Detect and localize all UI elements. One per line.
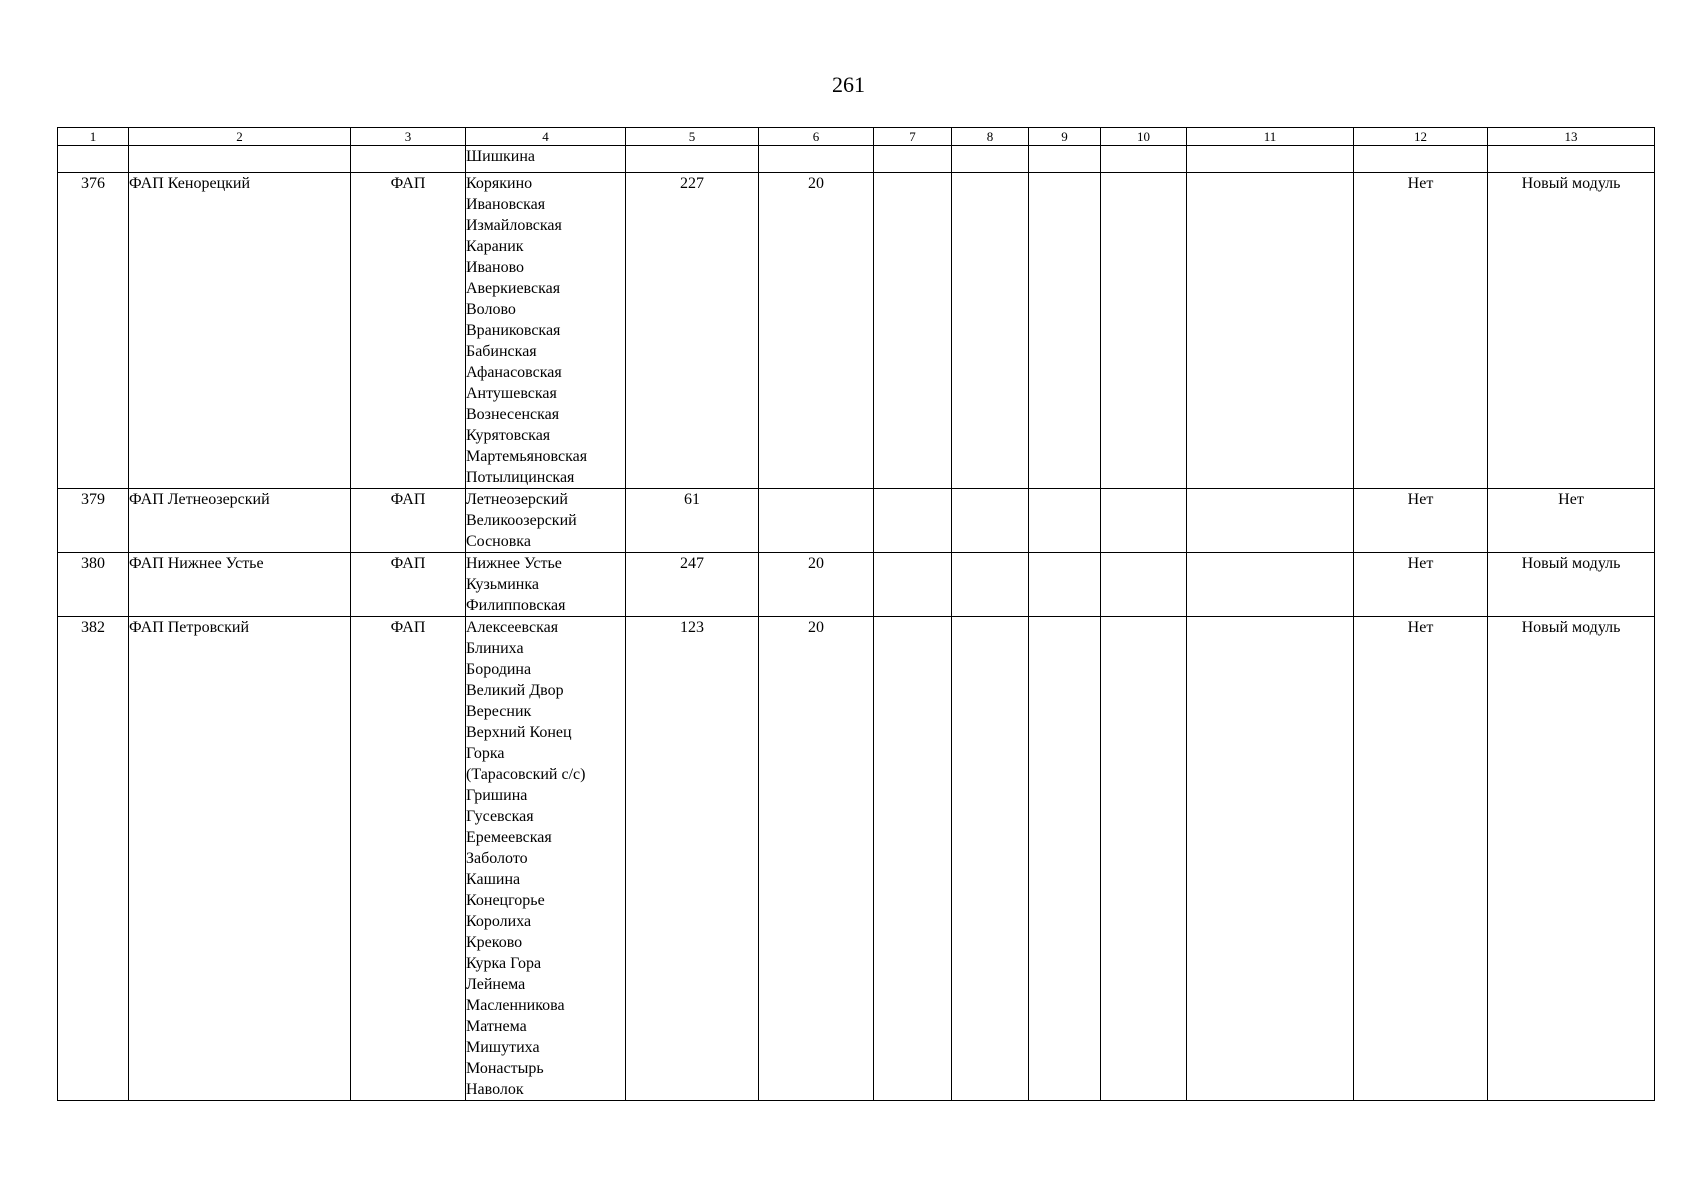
document-table bbox=[57, 127, 1655, 1101]
place-name: Летнеозерский bbox=[466, 491, 568, 508]
place-name: Шишкина bbox=[466, 148, 536, 165]
cell-facility-name: ФАП Нижнее Устье bbox=[129, 553, 351, 617]
cell-col12: Нет bbox=[1354, 553, 1488, 617]
cell-col13: Новый модуль bbox=[1488, 173, 1655, 489]
table-row bbox=[58, 489, 1655, 553]
place-name: Нижнее Устье bbox=[466, 555, 562, 572]
cell-empty bbox=[351, 146, 466, 173]
cell-facility-type: ФАП bbox=[351, 617, 466, 1101]
cell-empty bbox=[1029, 553, 1101, 617]
cell-empty bbox=[129, 146, 351, 173]
column-header: 4 bbox=[466, 128, 626, 146]
cell-facility-name: ФАП Кенорецкий bbox=[129, 173, 351, 489]
cell-col12: Нет bbox=[1354, 173, 1488, 489]
place-name: Кашина bbox=[466, 871, 521, 888]
cell-empty bbox=[759, 146, 874, 173]
cell-empty bbox=[952, 146, 1029, 173]
place-name: Матнема bbox=[466, 1018, 527, 1035]
place-name: Аверкиевская bbox=[466, 280, 561, 297]
place-name: Верхний Конец bbox=[466, 724, 572, 741]
cell-places bbox=[466, 146, 626, 173]
place-name: Бабинская bbox=[466, 343, 537, 360]
table-row bbox=[58, 173, 1655, 489]
cell-number: 379 bbox=[58, 489, 129, 553]
column-header: 12 bbox=[1354, 128, 1488, 146]
place-name: Великий Двор bbox=[466, 682, 564, 699]
place-name: Бородина bbox=[466, 661, 532, 678]
place-name: Сосновка bbox=[466, 533, 531, 550]
place-name: Масленникова bbox=[466, 997, 565, 1014]
cell-number: 376 bbox=[58, 173, 129, 489]
column-header: 3 bbox=[351, 128, 466, 146]
place-name: Еремеевская bbox=[466, 829, 552, 846]
place-name: Заболото bbox=[466, 850, 528, 867]
cell-empty bbox=[1101, 617, 1187, 1101]
cell-empty bbox=[1029, 173, 1101, 489]
cell-empty bbox=[1101, 146, 1187, 173]
column-header: 6 bbox=[759, 128, 874, 146]
cell-empty bbox=[874, 146, 952, 173]
cell-empty bbox=[874, 489, 952, 553]
column-header: 7 bbox=[874, 128, 952, 146]
table-row bbox=[58, 553, 1655, 617]
cell-places bbox=[466, 553, 626, 617]
place-name: Курятовская bbox=[466, 427, 551, 444]
column-header: 2 bbox=[129, 128, 351, 146]
column-header: 1 bbox=[58, 128, 129, 146]
cell-facility-name: ФАП Летнеозерский bbox=[129, 489, 351, 553]
cell-number: 380 bbox=[58, 553, 129, 617]
place-name: Ивановская bbox=[466, 196, 546, 213]
place-name: Потылицинская bbox=[466, 469, 575, 486]
place-name: Горка bbox=[466, 745, 505, 762]
place-name: Курка Гора bbox=[466, 955, 542, 972]
place-name: Блиниха bbox=[466, 640, 524, 657]
place-name: Великоозерский bbox=[466, 512, 577, 529]
place-name: Конецгорье bbox=[466, 892, 545, 909]
place-name: Кузьминка bbox=[466, 576, 539, 593]
place-name: Иваново bbox=[466, 259, 525, 276]
place-name: Королиха bbox=[466, 913, 532, 930]
continuation-row bbox=[58, 146, 1655, 173]
place-name: Наволок bbox=[466, 1081, 524, 1098]
cell-col6: 20 bbox=[759, 173, 874, 489]
cell-col12: Нет bbox=[1354, 617, 1488, 1101]
cell-empty bbox=[874, 173, 952, 489]
place-name: Измайловская bbox=[466, 217, 562, 234]
cell-empty bbox=[952, 617, 1029, 1101]
cell-empty bbox=[1029, 146, 1101, 173]
cell-facility-name: ФАП Петровский bbox=[129, 617, 351, 1101]
place-name: Афанасовская bbox=[466, 364, 562, 381]
cell-empty bbox=[1187, 173, 1354, 489]
place-name: Вознесенская bbox=[466, 406, 560, 423]
cell-col5: 123 bbox=[626, 617, 759, 1101]
column-header: 10 bbox=[1101, 128, 1187, 146]
cell-empty bbox=[952, 553, 1029, 617]
cell-empty bbox=[1101, 489, 1187, 553]
column-header: 11 bbox=[1187, 128, 1354, 146]
place-name: Алексеевская bbox=[466, 619, 559, 636]
place-name: Креково bbox=[466, 934, 523, 951]
place-name: Корякино bbox=[466, 175, 533, 192]
page-number: 261 bbox=[832, 72, 865, 97]
cell-col6: 20 bbox=[759, 553, 874, 617]
cell-empty bbox=[1029, 489, 1101, 553]
cell-col13: Нет bbox=[1488, 489, 1655, 553]
place-name: Монастырь bbox=[466, 1060, 544, 1077]
cell-empty bbox=[1187, 617, 1354, 1101]
place-name: Мартемьяновская bbox=[466, 448, 588, 465]
cell-empty bbox=[1488, 146, 1655, 173]
column-header: 13 bbox=[1488, 128, 1655, 146]
place-name: Гришина bbox=[466, 787, 528, 804]
column-header: 5 bbox=[626, 128, 759, 146]
place-name: Враниковская bbox=[466, 322, 561, 339]
place-name: (Тарасовский с/с) bbox=[466, 766, 586, 783]
cell-col13: Новый модуль bbox=[1488, 617, 1655, 1101]
cell-empty bbox=[1029, 617, 1101, 1101]
cell-facility-type: ФАП bbox=[351, 553, 466, 617]
cell-col6: 20 bbox=[759, 617, 874, 1101]
cell-empty bbox=[1187, 553, 1354, 617]
cell-places bbox=[466, 173, 626, 489]
table-row bbox=[58, 617, 1655, 1101]
cell-empty bbox=[1354, 146, 1488, 173]
column-header: 8 bbox=[952, 128, 1029, 146]
cell-empty bbox=[626, 146, 759, 173]
place-name: Караник bbox=[466, 238, 524, 255]
cell-facility-type: ФАП bbox=[351, 173, 466, 489]
cell-empty bbox=[952, 489, 1029, 553]
cell-empty bbox=[58, 146, 129, 173]
place-name: Вересник bbox=[466, 703, 532, 720]
cell-places bbox=[466, 617, 626, 1101]
place-name: Волово bbox=[466, 301, 516, 318]
cell-empty bbox=[1101, 553, 1187, 617]
place-name: Гусевская bbox=[466, 808, 534, 825]
cell-col5: 227 bbox=[626, 173, 759, 489]
cell-empty bbox=[952, 173, 1029, 489]
cell-col12: Нет bbox=[1354, 489, 1488, 553]
cell-col5: 247 bbox=[626, 553, 759, 617]
place-name: Антушевская bbox=[466, 385, 557, 402]
cell-empty bbox=[1187, 489, 1354, 553]
cell-col6 bbox=[759, 489, 874, 553]
cell-col13: Новый модуль bbox=[1488, 553, 1655, 617]
header-row bbox=[58, 128, 1655, 146]
cell-col5: 61 bbox=[626, 489, 759, 553]
cell-empty bbox=[874, 553, 952, 617]
column-header: 9 bbox=[1029, 128, 1101, 146]
cell-empty bbox=[874, 617, 952, 1101]
cell-empty bbox=[1101, 173, 1187, 489]
cell-facility-type: ФАП bbox=[351, 489, 466, 553]
place-name: Филипповская bbox=[466, 597, 566, 614]
cell-places bbox=[466, 489, 626, 553]
cell-number: 382 bbox=[58, 617, 129, 1101]
place-name: Лейнема bbox=[466, 976, 526, 993]
cell-empty bbox=[1187, 146, 1354, 173]
place-name: Мишутиха bbox=[466, 1039, 540, 1056]
